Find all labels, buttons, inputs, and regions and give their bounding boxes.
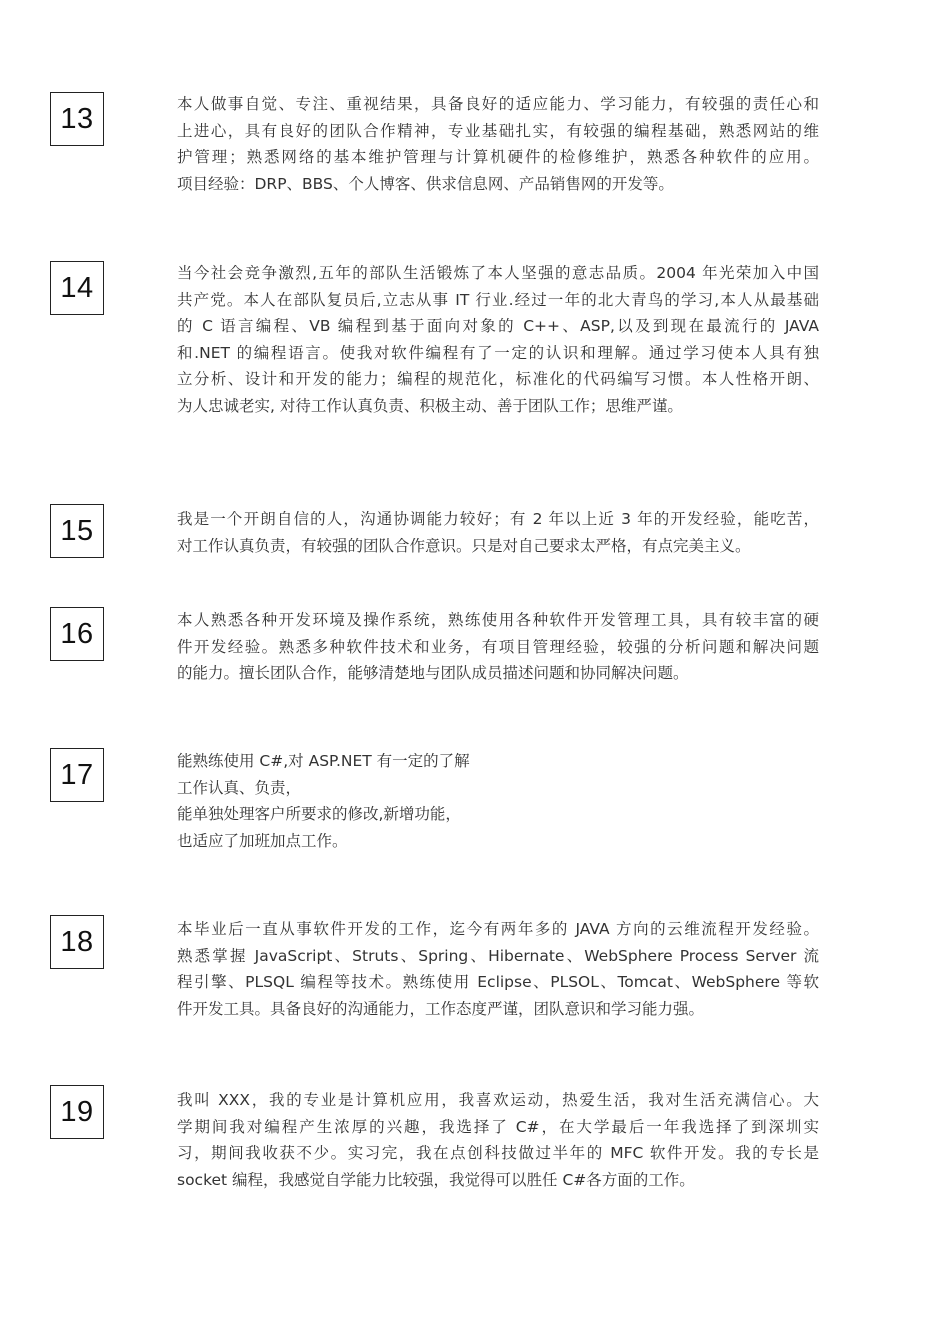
text-line: 对工作认真负责，有较强的团队合作意识。只是对自己要求太严格，有点完美主义。 — [177, 536, 751, 555]
entry-number-box: 16 — [50, 607, 104, 661]
text-line: 我叫 XXX，我的专业是计算机应用，我喜欢运动，热爱生活，我对生活充满信心。大 — [177, 1091, 819, 1109]
entry-number-box: 15 — [50, 504, 104, 558]
text-line: 的能力。擅长团队合作，能够清楚地与团队成员描述问题和协同解决问题。 — [177, 664, 689, 682]
text-line: 能单独处理客户所要求的修改,新增功能， — [177, 805, 461, 823]
text-line: 立分析、设计和开发的能力；编程的规范化，标准化的代码编写习惯。本人性格开朗、 — [177, 370, 819, 388]
text-line: 程引擎、PLSQL 编程等技术。熟练使用 Eclipse、PLSOL、Tomcat、WebSphere 等软 — [177, 973, 819, 991]
text-line: 上进心，具有良好的团队合作精神，专业基础扎实，有较强的编程基础，熟悉网站的维 — [177, 121, 819, 140]
text-line: 护管理；熟悉网络的基本维护管理与计算机硬件的检修维护，熟悉各种软件的应用。 — [177, 148, 819, 166]
text-line: 习，期间我收获不少。实习完，我在点创科技做过半年的 MFC 软件开发。我的专长是 — [177, 1144, 819, 1162]
entry-text — [177, 260, 819, 419]
text-line: 熟悉掌握 JavaScript、Struts、Spring、Hibernate、WebSphere Process Server 流 — [177, 946, 819, 965]
text-line: 件开发经验。熟悉多种软件技术和业务，有项目管理经验，较强的分析问题和解决问题 — [177, 637, 819, 656]
text-line: 能熟练使用 C#,对 ASP.NET 有一定的了解 — [177, 752, 470, 770]
entry-number-box: 13 — [50, 92, 104, 146]
text-line: 项目经验：DRP、BBS、个人博客、供求信息网、产品销售网的开发等。 — [177, 174, 674, 193]
text-line: 件开发工具。具备良好的沟通能力，工作态度严谨，团队意识和学习能力强。 — [177, 999, 705, 1018]
text-line: 本毕业后一直从事软件开发的工作，迄今有两年多的 JAVA 方向的云维流程开发经验。 — [177, 920, 819, 938]
text-line: 也适应了加班加点工作。 — [177, 831, 348, 850]
text-line: 当今社会竞争激烈,五年的部队生活锻炼了本人坚强的意志品质。2004 年光荣加入中国 — [177, 264, 819, 282]
text-line: 共产党。本人在部队复员后,立志从事 IT 行业.经过一年的北大青鸟的学习,本人从最基础 — [177, 290, 819, 309]
entry-text — [177, 607, 819, 687]
entry-text — [177, 506, 819, 559]
entry-text — [177, 916, 819, 1022]
text-line: 为人忠诚老实, 对待工作认真负责、积极主动、善于团队工作；思维严谨。 — [177, 396, 683, 415]
entry-text — [177, 748, 819, 854]
text-line: 本人做事自觉、专注、重视结果，具备良好的适应能力、学习能力，有较强的责任心和 — [177, 95, 819, 113]
text-line: 学期间我对编程产生浓厚的兴趣，我选择了 C#，在大学最后一年我选择了到深圳实 — [177, 1117, 819, 1136]
text-line: 本人熟悉各种开发环境及操作系统，熟练使用各种软件开发管理工具，具有较丰富的硬 — [177, 611, 819, 629]
text-line: 工作认真、负责， — [177, 778, 302, 797]
text-line: socket 编程，我感觉自学能力比较强，我觉得可以胜任 C#各方面的工作。 — [177, 1170, 695, 1189]
text-line: 的 C 语言编程、VB 编程到基于面向对象的 C++、ASP,以及到现在最流行的 JAVA — [177, 317, 819, 335]
entry-text — [177, 1087, 819, 1193]
entry-number-box: 19 — [50, 1085, 104, 1139]
text-line: 我是一个开朗自信的人，沟通协调能力较好；有 2 年以上近 3 年的开发经验，能吃苦， — [177, 510, 819, 528]
entry-text — [177, 91, 819, 197]
entry-number-box: 18 — [50, 915, 104, 969]
entry-number-box: 14 — [50, 261, 104, 315]
entry-number-box: 17 — [50, 748, 104, 802]
text-line: 和.NET 的编程语言。使我对软件编程有了一定的认识和理解。通过学习使本人具有独 — [177, 343, 819, 362]
